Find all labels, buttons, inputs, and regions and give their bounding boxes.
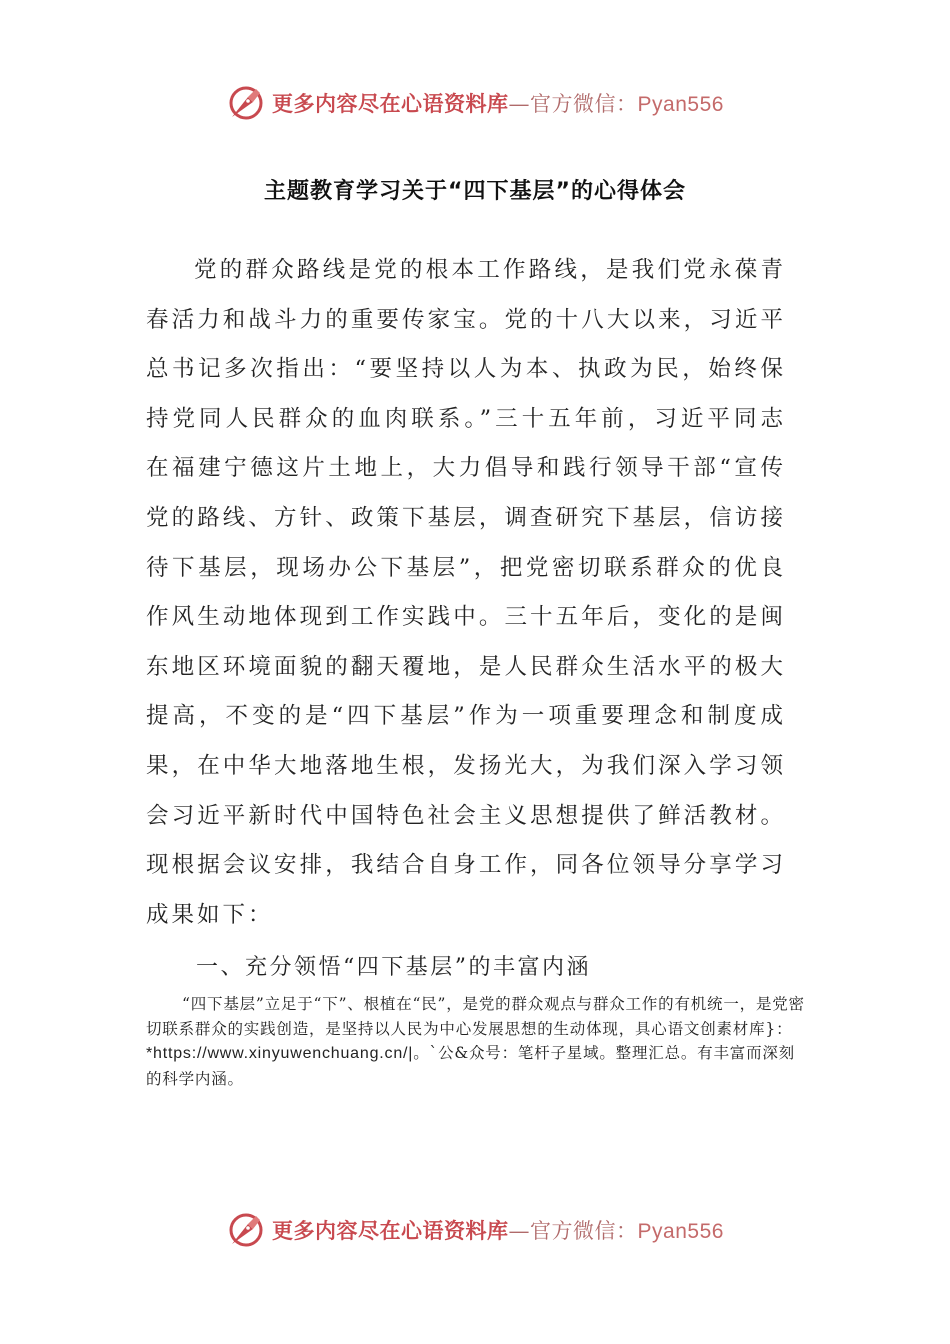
intro-paragraph: 党的群众路线是党的根本工作路线，是我们党永葆青春活力和战斗力的重要传家宝。党的十八大以来，习近平总书记多次指出：“要坚持以人为本、执政为民，始终保持党同人民群众的血肉联系。”三十五年前，习近平同志在福建宁德这片土地上，大力倡导和践行领导干部“宣传党的路线、方针、政策下基层，调查研究下基层，信访接待下基层，现场办公下基层”，把党密切联系群众的优良作风生动地体现到工作实践中。三十五年后，变化的是闽东地区环境面貌的翻天覆地，是人民群众生活水平的极大提高，不变的是“四下基层”作为一项重要理念和制度成果，在中华大地落地生根，发扬光大，为我们深入学习领会习近平新时代中国特色社会主义思想提供了鲜活教材。现根据会议安排，我结合自身工作，同各位领导分享学习成果如下： [146, 257, 786, 928]
banner-library-name: 更多内容尽在心语资料库 [272, 1218, 509, 1243]
footer-banner [0, 1205, 950, 1255]
source-url: *https://www.xinyuwenchuang.cn/| [146, 1045, 414, 1062]
pen-nib-logo-icon [226, 83, 266, 123]
banner-wechat-label: —官方微信： [508, 1219, 638, 1243]
banner-library-name: 更多内容尽在心语资料库 [272, 91, 509, 116]
section-text-b: 。`公&众号：笔杆子星域。整理汇总。有丰富而深刻的科学内涵。 [146, 1044, 795, 1088]
banner-wechat-label: —官方微信： [508, 92, 638, 116]
section-text-a: “四下基层”立足于“下”、根植在“民”，是党的群众观点与群众工作的有机统一，是党密切联系群众的实践创造，是坚持以人民为中心发展思想的生动体现，具心语文创素材库}： [146, 995, 805, 1038]
section-heading: 一、充分领悟“四下基层”的丰富内涵 [196, 955, 591, 980]
document-title: 主题教育学习关于“四下基层”的心得体会 [264, 179, 686, 204]
banner-wechat-id: Pyan556 [637, 1220, 724, 1243]
pen-nib-logo-icon [226, 1210, 266, 1250]
section-paragraph [146, 992, 810, 1091]
header-banner [0, 78, 950, 128]
banner-text [272, 1215, 724, 1245]
banner-wechat-id: Pyan556 [637, 93, 724, 116]
banner-text [272, 88, 724, 118]
